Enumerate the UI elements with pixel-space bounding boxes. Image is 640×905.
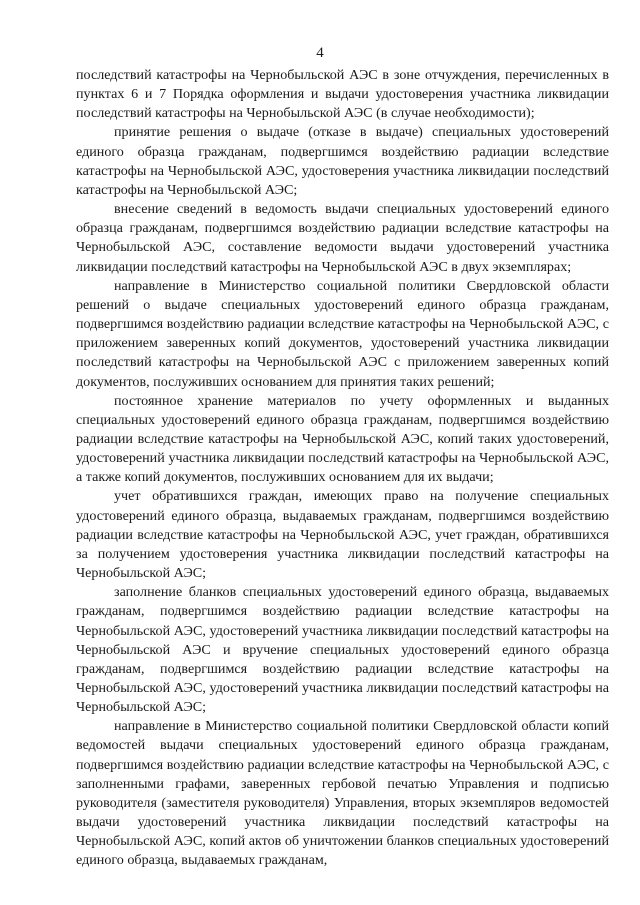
paragraph-form-filling: заполнение бланков специальных удостоверений единого образца, выдаваемых гражданам, подвергшимся воздействию радиации вследствие катастрофы на Чернобыльской АЭС, удостоверений участника ликвидации последствий катастрофы на Чернобыльской АЭС и вручение специальных удостоверений единого образца гражданам, подвергшимся воздействию радиации вследствие катастрофы на Чернобыльской АЭС, удостоверений участника ликвидации последствий катастрофы на Чернобыльской АЭС; — [76, 584, 609, 716]
page-number: 4 — [316, 45, 324, 61]
paragraph-send-copies: направление в Министерство социальной политики Свердловской области копий ведомостей выдачи специальных удостоверений единого образца гражданам, подвергшимся воздействию радиации вследствие катастрофы на Чернобыльской АЭС, с заполненными графами, заверенных гербовой печатью Управления и подписью руководителя (заместителя руководителя) Управления, вторых экземпляров ведомостей выдачи удостоверений участника ликвидации последствий катастрофы на Чернобыльской АЭС, копий актов об уничтожении бланков специальных удостоверений единого образца, выдаваемых гражданам, — [76, 718, 609, 869]
paragraph-register-entry: внесение сведений в ведомость выдачи специальных удостоверений единого образца гражданам, подвергшимся воздействию радиации вследствие катастрофы на Чернобыльской АЭС, составление ведомости выдачи удостоверений участника ликвидации последствий катастрофы на Чернобыльской АЭС в двух экземплярах; — [76, 201, 609, 275]
paragraph-decision: принятие решения о выдаче (отказе в выдаче) специальных удостоверений единого образца гражданам, подвергшимся воздействию радиации вследствие катастрофы на Чернобыльской АЭС, удостоверения участника ликвидации последствий катастрофы на Чернобыльской АЭС; — [76, 124, 609, 198]
paragraph-continuation: последствий катастрофы на Чернобыльской АЭС в зоне отчуждения, перечисленных в пунктах 6 и 7 Порядка оформления и выдачи удостоверения участника ликвидации последствий катастрофы на Чернобыльской АЭС (в случае необходимости); — [76, 67, 609, 122]
document-body — [76, 66, 609, 871]
paragraph-accounting: учет обратившихся граждан, имеющих право на получение специальных удостоверений единого образца, выдаваемых гражданам, подвергшимся воздействию радиации вследствие катастрофы на Чернобыльской АЭС, учет граждан, обратившихся за получением удостоверения участника ликвидации последствий катастрофы на Чернобыльской АЭС; — [76, 488, 609, 582]
paragraph-storage: постоянное хранение материалов по учету оформленных и выданных специальных удостоверений единого образца гражданам, подвергшимся воздействию радиации вследствие катастрофы на Чернобыльской АЭС, копий таких удостоверений, удостоверений участника ликвидации последствий катастрофы на Чернобыльской АЭС, а также копий документов, послуживших основанием для их выдачи; — [76, 392, 609, 486]
paragraph-send-decisions: направление в Министерство социальной политики Свердловской области решений о выдаче специальных удостоверений единого образца гражданам, подвергшимся воздействию радиации вследствие катастрофы на Чернобыльской АЭС, с приложением заверенных копий документов, удостоверений участника ликвидации последствий катастрофы на Чернобыльской АЭС с приложением заверенных копий документов, послуживших основанием для принятия таких решений; — [76, 277, 609, 390]
